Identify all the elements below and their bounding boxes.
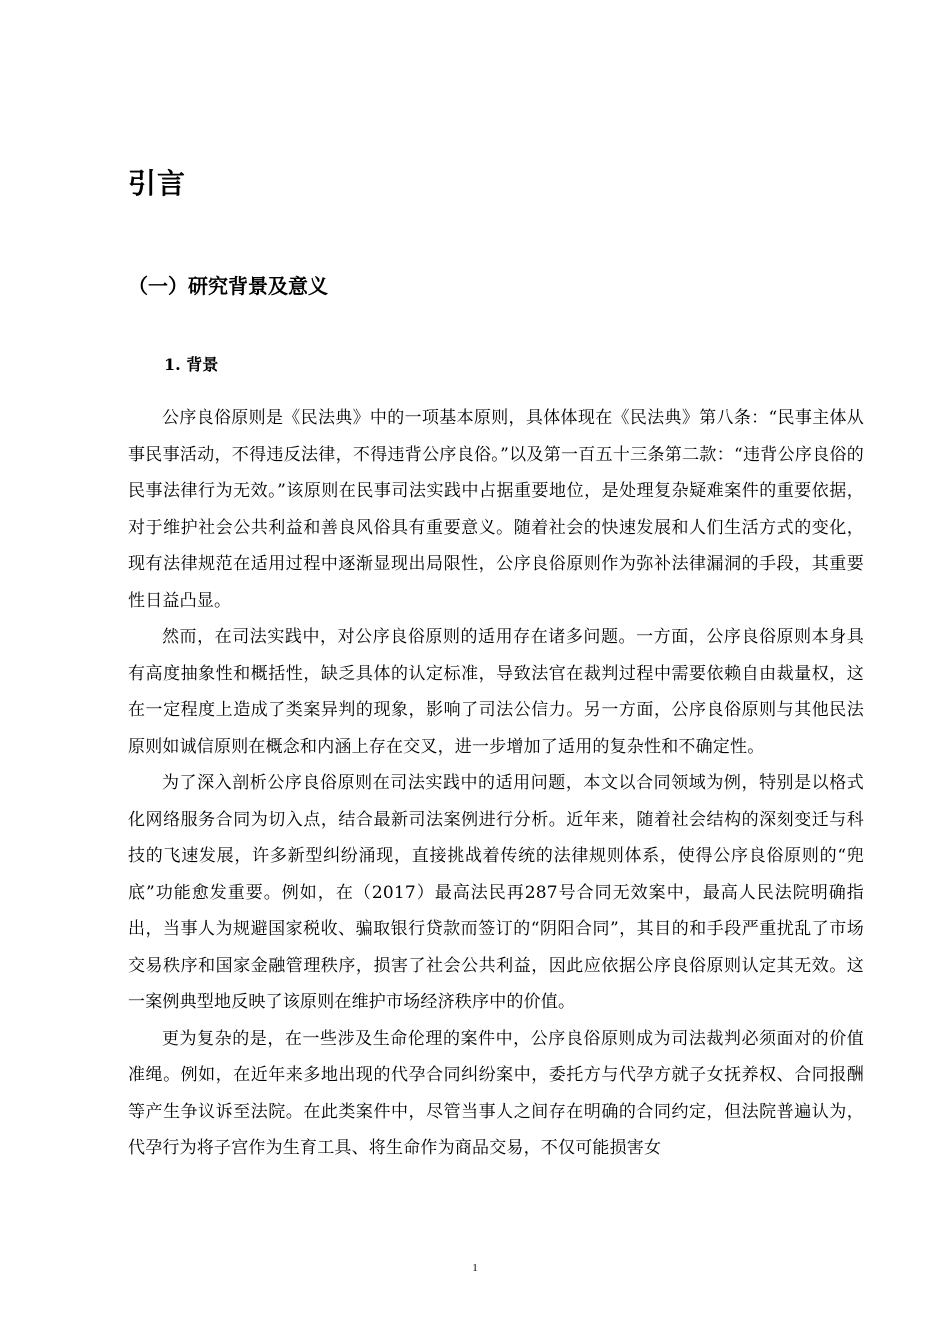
paragraph-2: 然而，在司法实践中，对公序良俗原则的适用存在诸多问题。一方面，公序良俗原则本身具有高度抽象性和概括性，缺乏具体的认定标准，导致法官在裁判过程中需要依赖自由裁量权，这在一定程度上造成了类案异判的现象，影响了司法公信力。另一方面，公序良俗原则与其他民法原则如诚信原则在概念和内涵上存在交叉，进一步增加了适用的复杂性和不确定性。 [128, 627, 864, 757]
paragraph-1: 公序良俗原则是《民法典》中的一项基本原则，具体体现在《民法典》第八条：“民事主体从事民事活动，不得违反法律，不得违背公序良俗。”以及第一百五十三条第二款：“违背公序良俗的民事法律行为无效。”该原则在民事司法实践中占据重要地位，是处理复杂疑难案件的重要依据，对于维护社会公共利益和善良风俗具有重要意义。随着社会的快速发展和人们生活方式的变化，现有法律规范在适用过程中逐渐显现出局限性，公序良俗原则作为弥补法律漏洞的手段，其重要性日益凸显。 [128, 408, 864, 611]
section-heading: （一）研究背景及意义 [128, 274, 328, 298]
page-number: 1 [472, 1262, 478, 1274]
paragraph-3: 为了深入剖析公序良俗原则在司法实践中的适用问题，本文以合同领域为例，特别是以格式化网络服务合同为切入点，结合最新司法案例进行分析。近年来，随着社会结构的深刻变迁与科技的飞速发展，许多新型纠纷涌现，直接挑战着传统的法律规则体系，使得公序良俗原则的“兜底”功能愈发重要。例如，在（2017）最高法民再287号合同无效案中，最高人民法院明确指出，当事人为规避国家税收、骗取银行贷款而签订的“阴阳合同”，其目的和手段严重扰乱了市场交易秩序和国家金融管理秩序，损害了社会公共利益，因此应依据公序良俗原则认定其无效。这一案例典型地反映了该原则在维护市场经济秩序中的价值。 [128, 773, 864, 1012]
subsection-heading: 1. 背景 [164, 355, 219, 374]
body-text [128, 400, 864, 1167]
paragraph-4: 更为复杂的是，在一些涉及生命伦理的案件中，公序良俗原则成为司法裁判必须面对的价值准绳。例如，在近年来多地出现的代孕合同纠纷案中，委托方与代孕方就子女抚养权、合同报酬等产生争议诉至法院。在此类案件中，尽管当事人之间存在明确的合同约定，但法院普遍认为，代孕行为将子宫作为生育工具、将生命作为商品交易，不仅可能损害女 [128, 1028, 864, 1158]
chapter-title: 引言 [128, 167, 187, 200]
